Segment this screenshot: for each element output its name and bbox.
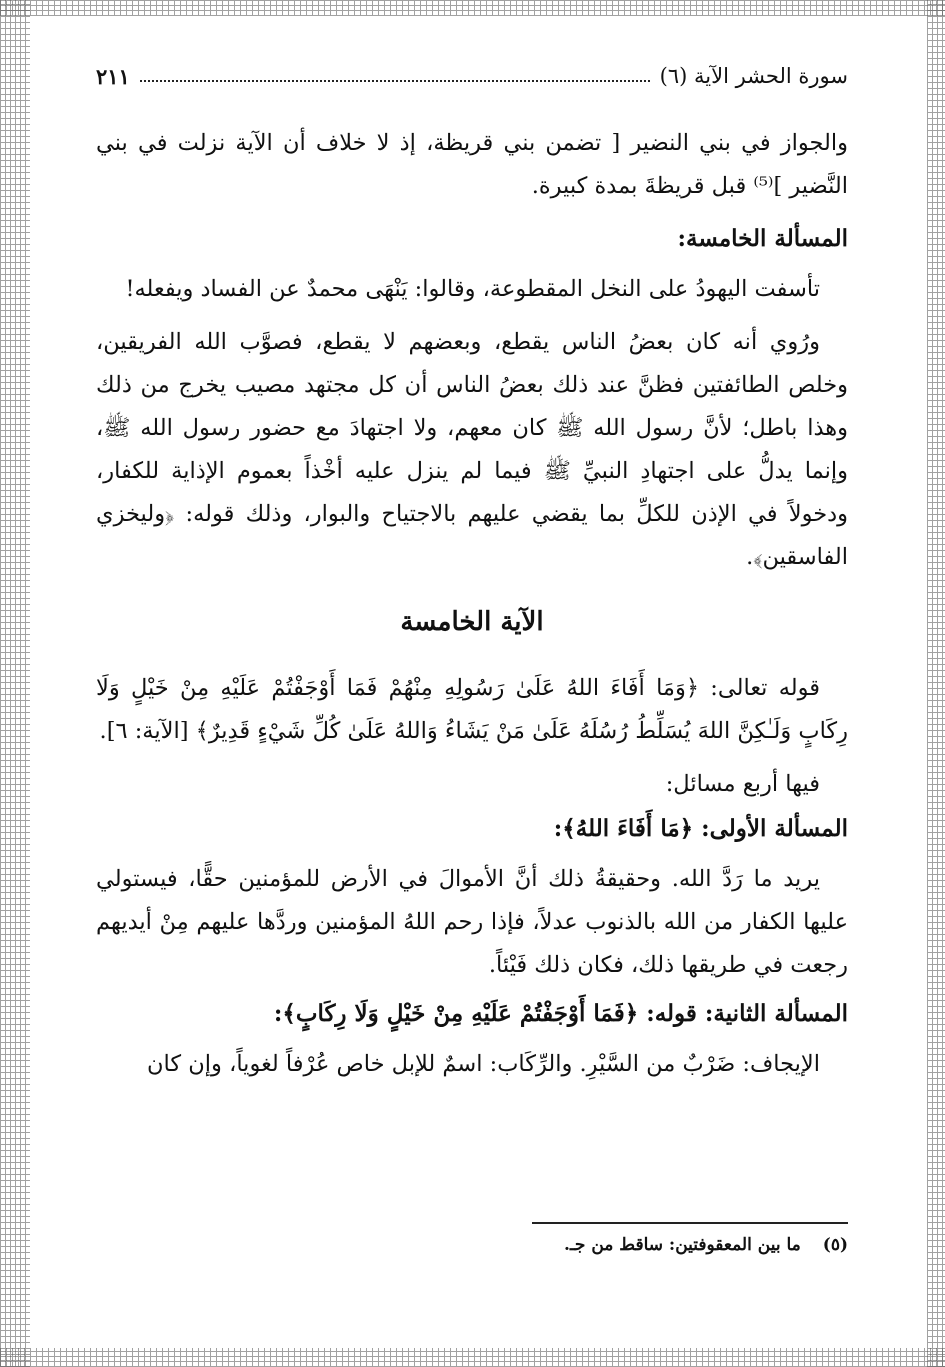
paragraph-3: ورُوي أنه كان بعضُ الناس يقطع، وبعضهم لا يقطع، فصوَّب الله الفريقين، وخلص الطائفتين فظنَّ عند ذلك بعضُ الناس أن كل مجتهد مصيب يخرج من ذلك وهذا باطل؛ لأنَّ رسول الله ﷺ كان معهم، ولا اجتهادَ مع حضور رسول الله ﷺ، وإنما يدلُّ على اجتهادِ النبيِّ ﷺ فيما لم ينزل عليه أخْذاً بعموم الإذاية للكفار، ودخولاً في الإذن للكلِّ بما يقضي عليهم بالاجتياح والبوار، وذلك قوله: ﴿وليخزي الفاسقين﴾. [96,329,848,570]
paragraph-second-issue: الإيجاف: ضَرْبٌ من السَّيْرِ. والرِّكَاب: اسمٌ للإبل خاص عُرْفاً لغوياً، وإن كان [147,1051,820,1077]
header-leader-dots [140,70,650,82]
decorative-border-right [927,0,945,1367]
paragraph-verse: قوله تعالى: ﴿وَمَا أَفَاءَ اللهُ عَلَىٰ رَسُولِهِ مِنْهُمْ فَمَا أَوْجَفْتُمْ عَلَيْهِ مِنْ خَيْلٍ وَلَا رِكَابٍ وَلَـٰكِنَّ اللهَ يُسَلِّطُ رُسُلَهُ عَلَىٰ مَنْ يَشَاءُ وَاللهُ عَلَىٰ كُلِّ شَيْءٍ قَدِيرٌ﴾ [الآية: ٦]. [96,675,848,744]
decorative-border-bottom [0,1348,945,1367]
heading-second-issue: المسألة الثانية: قوله: ﴿فَمَا أَوْجَفْتُمْ عَلَيْهِ مِنْ خَيْلٍ وَلَا رِكَابٍ﴾: [273,1000,848,1027]
paragraph-2: تأسفت اليهودُ على النخل المقطوعة، وقالوا: يَنْهَى محمدٌ عن الفساد ويفعله! [125,276,820,302]
footnote-rule [532,1222,848,1224]
page-number: ٢١١ [96,63,130,89]
running-header [96,58,848,94]
paragraph-1: والجواز في بني النضير [ تضمن بني قريظة، إذ لا خلاف أن الآية نزلت في بني النَّضير ]⁽⁵⁾ قبل قريظةَ بمدة كبيرة. [96,130,848,199]
footnote-number: (٥) [822,1235,848,1255]
heading-fifth-issue: المسألة الخامسة: [677,225,848,252]
heading-fifth-verse: الآية الخامسة [400,607,544,637]
page-body [96,58,848,1086]
footnote-text: ما بين المعقوفتين: ساقط من جـ. [564,1235,801,1255]
heading-first-issue: المسألة الأولى: ﴿مَا أَفَاءَ اللهُ﴾: [553,815,848,842]
paragraph-four-issues: فيها أربع مسائل: [665,771,820,797]
paragraph-first-issue: يريد ما رَدَّ الله. وحقيقةُ ذلك أنَّ الأموالَ في الأرض للمؤمنين حقًّا، فيستولي عليها الكفار من الله بالذنوب عدلاً، فإذا رحم اللهُ المؤمنين وردَّها عليهم مِنْ أيديهم رجعت في طريقها ذلك، فكان ذلك فَيْئاً. [96,866,848,978]
decorative-border-top [0,0,945,16]
header-title: سورة الحشر الآية (٦) [659,64,848,88]
footnote [532,1232,848,1258]
decorative-border-left [0,0,30,1367]
